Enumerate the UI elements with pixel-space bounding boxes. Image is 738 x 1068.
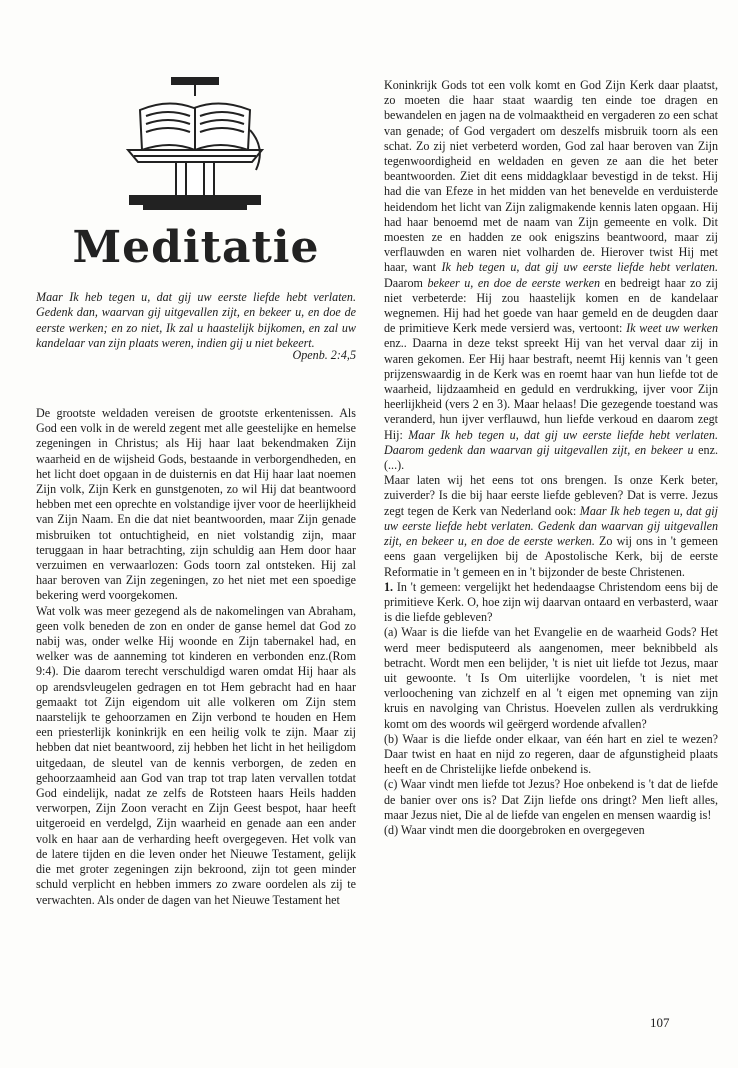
right-column <box>384 78 718 838</box>
paragraph <box>384 580 718 626</box>
scripture-quote: Maar Ik heb tegen u, dat gij uw eerste liefde hebt verlaten. Gedenk dan waarvan gij uitgevallen zijt, en bekeer u, en doe de eerste werken. <box>384 503 718 549</box>
epigraph-text: Maar Ik heb tegen u, dat gij uw eerste liefde hebt verlaten. Gedenk dan, waarvan gij uitgevallen zijt, en bekeer u, en doe de eerste werken; en zo niet, Ik zal u haastelijk bijkomen, en zal uw kandelaar van zijn plaats weren, indien gij u niet bekeert. <box>36 290 356 351</box>
text-run: en bedreigt haar zo zij niet verbeterde: Hij zou haastelijk komen en de kandelaar wegnemen. Hij had het goede van haar gemeld en de deugden daar de primitieve Kerk mede versierd was, vertoont: <box>384 275 719 336</box>
left-column <box>36 406 356 908</box>
text-run: Daarom <box>384 275 428 290</box>
paragraph: (d) Waar vindt men die doorgebroken en overgegeven <box>384 822 645 837</box>
section-number: 1. <box>384 579 394 594</box>
text-run: Zo wij ons in 't gemeen eens gaan vergelijken bij de Apostolische Kerk, bij de eerste Reformatie in 't gemeen en in 't bijzonder de beste Christenen. <box>384 534 718 579</box>
page-title: Meditatie <box>72 222 320 273</box>
text-run: enz. (...). <box>384 442 718 473</box>
paragraph: (b) Waar is die liefde onder elkaar, van één hart en ziel te wezen? Daar twist en haat en nijd zo regeren, daar de afgunstigheid plaats heeft en de Christelijke liefde onbekend is. <box>384 731 718 777</box>
text-run: Koninkrijk Gods tot een volk komt en God Zijn Kerk daar plaatst, zo moeten die haar staat waardig ten einde toe dragen en bewandelen en jagen na de volmaaktheid en vergaderen zo een schat van genade; of God vergadert om deszelfs misbruik toorn als een schat. Zo zij niet verbeterd worden, God zal haar beroven van Zijn tegenwoordigheid en weldaden en geven ze aan die het beter beantwoorden. Ziet dit eens middagklaar bevestigd in de tekst. Hij had die van Efeze in het midden van het benevelde en verduisterde heidendom het licht van Zijn zaligmakende kennis laten opgaan. Hij had haar benoemd met de naam van Zijn gemeente en volk. Dit moesten ze en hadden ze ook enigszins beantwoord, maar zij verflauwden en waren niet volharden de. Hierover twist Hij met haar, want <box>384 78 718 275</box>
open-bible-on-lectern-icon <box>120 70 270 220</box>
paragraph: Wat volk was meer gezegend als de nakomelingen van Abraham, geen volk beneden de zon en onder de ganse hemel dat God zo nabij was, onder welke Hij woonde en Zijn tabernakel had, en welker was de aanneming tot kinderen en verbonden enz.(Rom 9:4). Die daarom terecht verschuldigd waren omdat Hij haar als op arendsvleugelen gedragen en tot Hem gebracht had en haar gemaakt tot Zijn eigendom uit alle volkeren om Zijn stem naarstelijk te gehoorzamen en Zijn verbond te houden en Hem een priesterlijk koninkrijk en een heilig volk te zijn. Maar zij hebben dat niet beantwoord, zij hebben het licht in het heiligdom uitgedaan, de sleutel van de kennis verborgen, de zeden en gehoorzaamheid aan God van trap tot trap laten vervallen totdat God eindelijk, nadat ze zelfs de Rotsteen haars Heils hadden verworpen, Zijn Zoon veracht en Zijn Geest bespot, haar heeft uitgeroeid en verdelgd, Zijn waarheid en genade aan een ander volk en haar aan de verharding heeft overgegeven. Het volk van de latere tijden en die leven onder het Nieuwe Testament, gelijk die met groter zegeningen zijn bekroond, zijn tot geen minder schuld verplicht en hebben immers zo zware oordelen als zij te verwachten. Als onder de dagen van het Nieuwe Testament het <box>36 603 356 907</box>
scripture-quote: bekeer u, en doe de eerste werken <box>427 275 601 290</box>
paragraph: De grootste weldaden vereisen de grootste erkentenissen. Als God een volk in de wereld zegent met alle geestelijke en hemelse zegeningen in Christus; als Hij haar laat bekendmaken Zijn waarheid en de wijsheid Gods, bestaande in verborgendheden, en het licht doet opgaan in de duisternis en dat Hij haar laat noemen Zijn volk, Zijn Kerk en gunstgenoten, zo wil Hij dat beantwoord hebben met een oprechte en volstandige ijver voor de heerlijkheid van Zijn Naam. En die dat niet beantwoorden, maar Zijn genade misbruiken tot ontuchtigheid, en niet volstandig zijn, maar teruggaan in haar betrachting, zijn schuldig aan Hem door haar verzuimen en verwaarlozen: Gods toorn zal ontsteken. Hij zal haar beroven van Zijn zegeningen, zo het niet met een spoedige bekering werd voorgekomen. <box>36 406 356 603</box>
paragraph <box>384 78 718 473</box>
scripture-quote: Maar Ik heb tegen u, dat gij uw eerste liefde hebt verlaten. Daarom gedenk dan waarvan gij uitgevallen zijt, en bekeer u <box>384 427 718 457</box>
epigraph-reference: Openb. 2:4,5 <box>292 348 356 362</box>
paragraph <box>384 473 718 579</box>
text-run: Maar laten wij het eens tot ons brengen. Is onze Kerk beter, zuiverder? Is die bij haar eerste liefde gebleven? Dat is verre. Jezus zegt tegen de Kerk van Nederland ook: <box>384 473 718 518</box>
paragraph: (c) Waar vindt men liefde tot Jezus? Hoe onbekend is 't dat de liefde de banier over ons is? Dat Zijn liefde ons dringt? Men lieft alles, maar Jezus niet, Die al de liefde van engelen en mensen waardig is! <box>384 777 718 822</box>
text-run: enz.. Daarna in deze tekst spreekt Hij van het verval daar zij in waren gekomen. Eer Hij haar bestraft, neemt Hij kennis van 't geen prijzenswaardig in de Kerk was en roemt haar van hun liefde tot de waarheid, lijdzaamheid en geduld en verdrukking, ijver voor Zijn heerlijkheid (vers 2 en 3). Maar helaas! Die gezegende toestand was veranderd, hun ijver verflauwd, hun liefde verkoud en daarom zegt Hij: <box>384 336 718 442</box>
page-number: 107 <box>650 1015 670 1030</box>
text-run: In 't gemeen: vergelijkt het hedendaagse Christendom eens bij de primitieve Kerk. O, hoe zijn wij daarvan ontaard en verbasterd, waar is die liefde gebleven? <box>384 579 718 625</box>
paragraph: (a) Waar is die liefde van het Evangelie en de waarheid Gods? Het werd meer bedisputeerd als aangenomen, meer beknibbeld als betracht. Wordt men een belijder, 't is niet uit liefde tot Jezus, maar uit gewoonte. 't Is Om uiterlijke voordelen, 't is niet met verloochening van zichzelf en al 't eigen met opneming van zijn kruis en navolging van Christus. Hoevelen zullen als verdrukking komt om des woords wil geërgerd wordende afvallen? <box>384 625 718 731</box>
scripture-quote: Ik heb tegen u, dat gij uw eerste liefde hebt verlaten. <box>441 260 718 275</box>
scripture-quote: Ik weet uw werken <box>626 321 718 336</box>
